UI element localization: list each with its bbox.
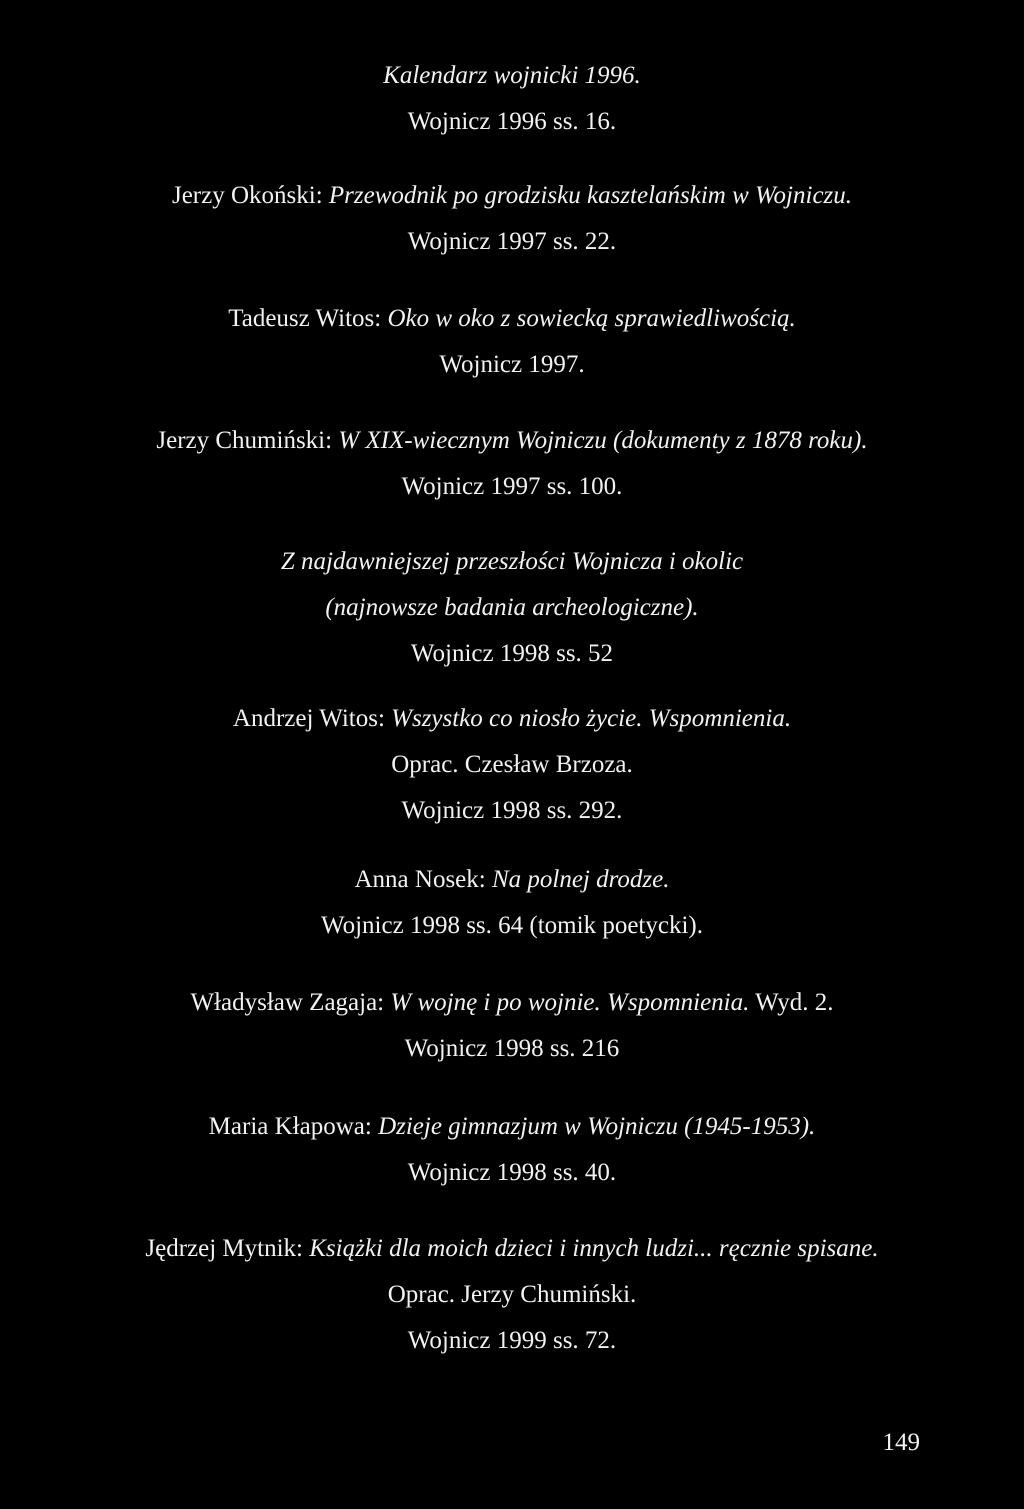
bibliography-entry (0, 539, 1024, 677)
entry-title-line (0, 1104, 1024, 1150)
entry-title-line (0, 173, 1024, 219)
entry-author: Tadeusz Witos: (228, 305, 388, 332)
entry-editor: Oprac. Czesław Brzoza. (391, 751, 633, 778)
entry-title: Oko w oko z sowiecką sprawiedliwością. (387, 305, 796, 332)
entry-publication: Wojnicz 1997. (439, 351, 585, 378)
page-number: 149 (882, 1429, 920, 1456)
entry-title: Z najdawniejszej przeszłości Wojnicza i okolic (280, 548, 744, 575)
entry-title-line (0, 696, 1024, 742)
bibliography-entry (0, 418, 1024, 510)
bibliography-entry (0, 173, 1024, 265)
entry-title-line (0, 980, 1024, 1026)
entry-title-line (0, 418, 1024, 464)
entry-title: Na polnej drodze. (491, 866, 670, 893)
entry-publication: Wojnicz 1999 ss. 72. (407, 1327, 617, 1354)
entry-author: Jerzy Chumiński: (156, 427, 339, 454)
entry-author: Maria Kłapowa: (208, 1113, 379, 1140)
entry-author: Jędrzej Mytnik: (145, 1235, 310, 1262)
entry-edition: Wyd. 2. (749, 989, 834, 1016)
bibliography-entry (0, 53, 1024, 145)
entry-publication: Wojnicz 1998 ss. 292. (401, 797, 623, 824)
entry-publication: Wojnicz 1998 ss. 40. (407, 1159, 617, 1186)
entry-title-continued: (najnowsze badania archeologiczne). (325, 594, 699, 621)
entry-editor: Oprac. Jerzy Chumiński. (387, 1281, 637, 1308)
bibliography-entry (0, 1226, 1024, 1364)
entry-title-line (0, 53, 1024, 99)
entry-publication: Wojnicz 1998 ss. 52 (410, 640, 614, 667)
entry-publication: Wojnicz 1996 ss. 16. (407, 108, 617, 135)
entry-title: W XIX-wiecznym Wojniczu (dokumenty z 1878 roku). (338, 427, 868, 454)
entry-title: Przewodnik po grodzisku kasztelańskim w Wojniczu. (328, 182, 853, 209)
bibliography-entry (0, 1104, 1024, 1196)
bibliography-entry (0, 857, 1024, 949)
entry-publication: Wojnicz 1997 ss. 22. (407, 228, 617, 255)
entry-title-line (0, 857, 1024, 903)
entry-title: Wszystko co niosło życie. Wspomnienia. (391, 705, 792, 732)
entry-author: Andrzej Witos: (232, 705, 392, 732)
entry-title: Książki dla moich dzieci i innych ludzi... ręcznie spisane. (309, 1235, 879, 1262)
entry-title-line (0, 1226, 1024, 1272)
entry-title: Dzieje gimnazjum w Wojniczu (1945-1953). (378, 1113, 816, 1140)
entry-title: Kalendarz wojnicki 1996. (383, 62, 641, 89)
entry-title-line (0, 539, 1024, 585)
entry-publication: Wojnicz 1997 ss. 100. (401, 473, 623, 500)
bibliography-entry (0, 296, 1024, 388)
entry-author: Jerzy Okoński: (171, 182, 329, 209)
entry-author: Anna Nosek: (354, 866, 492, 893)
entry-title-line (0, 296, 1024, 342)
entry-author: Władysław Zagaja: (190, 989, 391, 1016)
bibliography-entry (0, 980, 1024, 1072)
entry-title: W wojnę i po wojnie. Wspomnienia. (390, 989, 750, 1016)
bibliography-entry (0, 696, 1024, 834)
entry-publication: Wojnicz 1998 ss. 216 (404, 1035, 620, 1062)
entry-publication: Wojnicz 1998 ss. 64 (tomik poetycki). (321, 912, 703, 939)
entry-title-line (0, 585, 1024, 631)
